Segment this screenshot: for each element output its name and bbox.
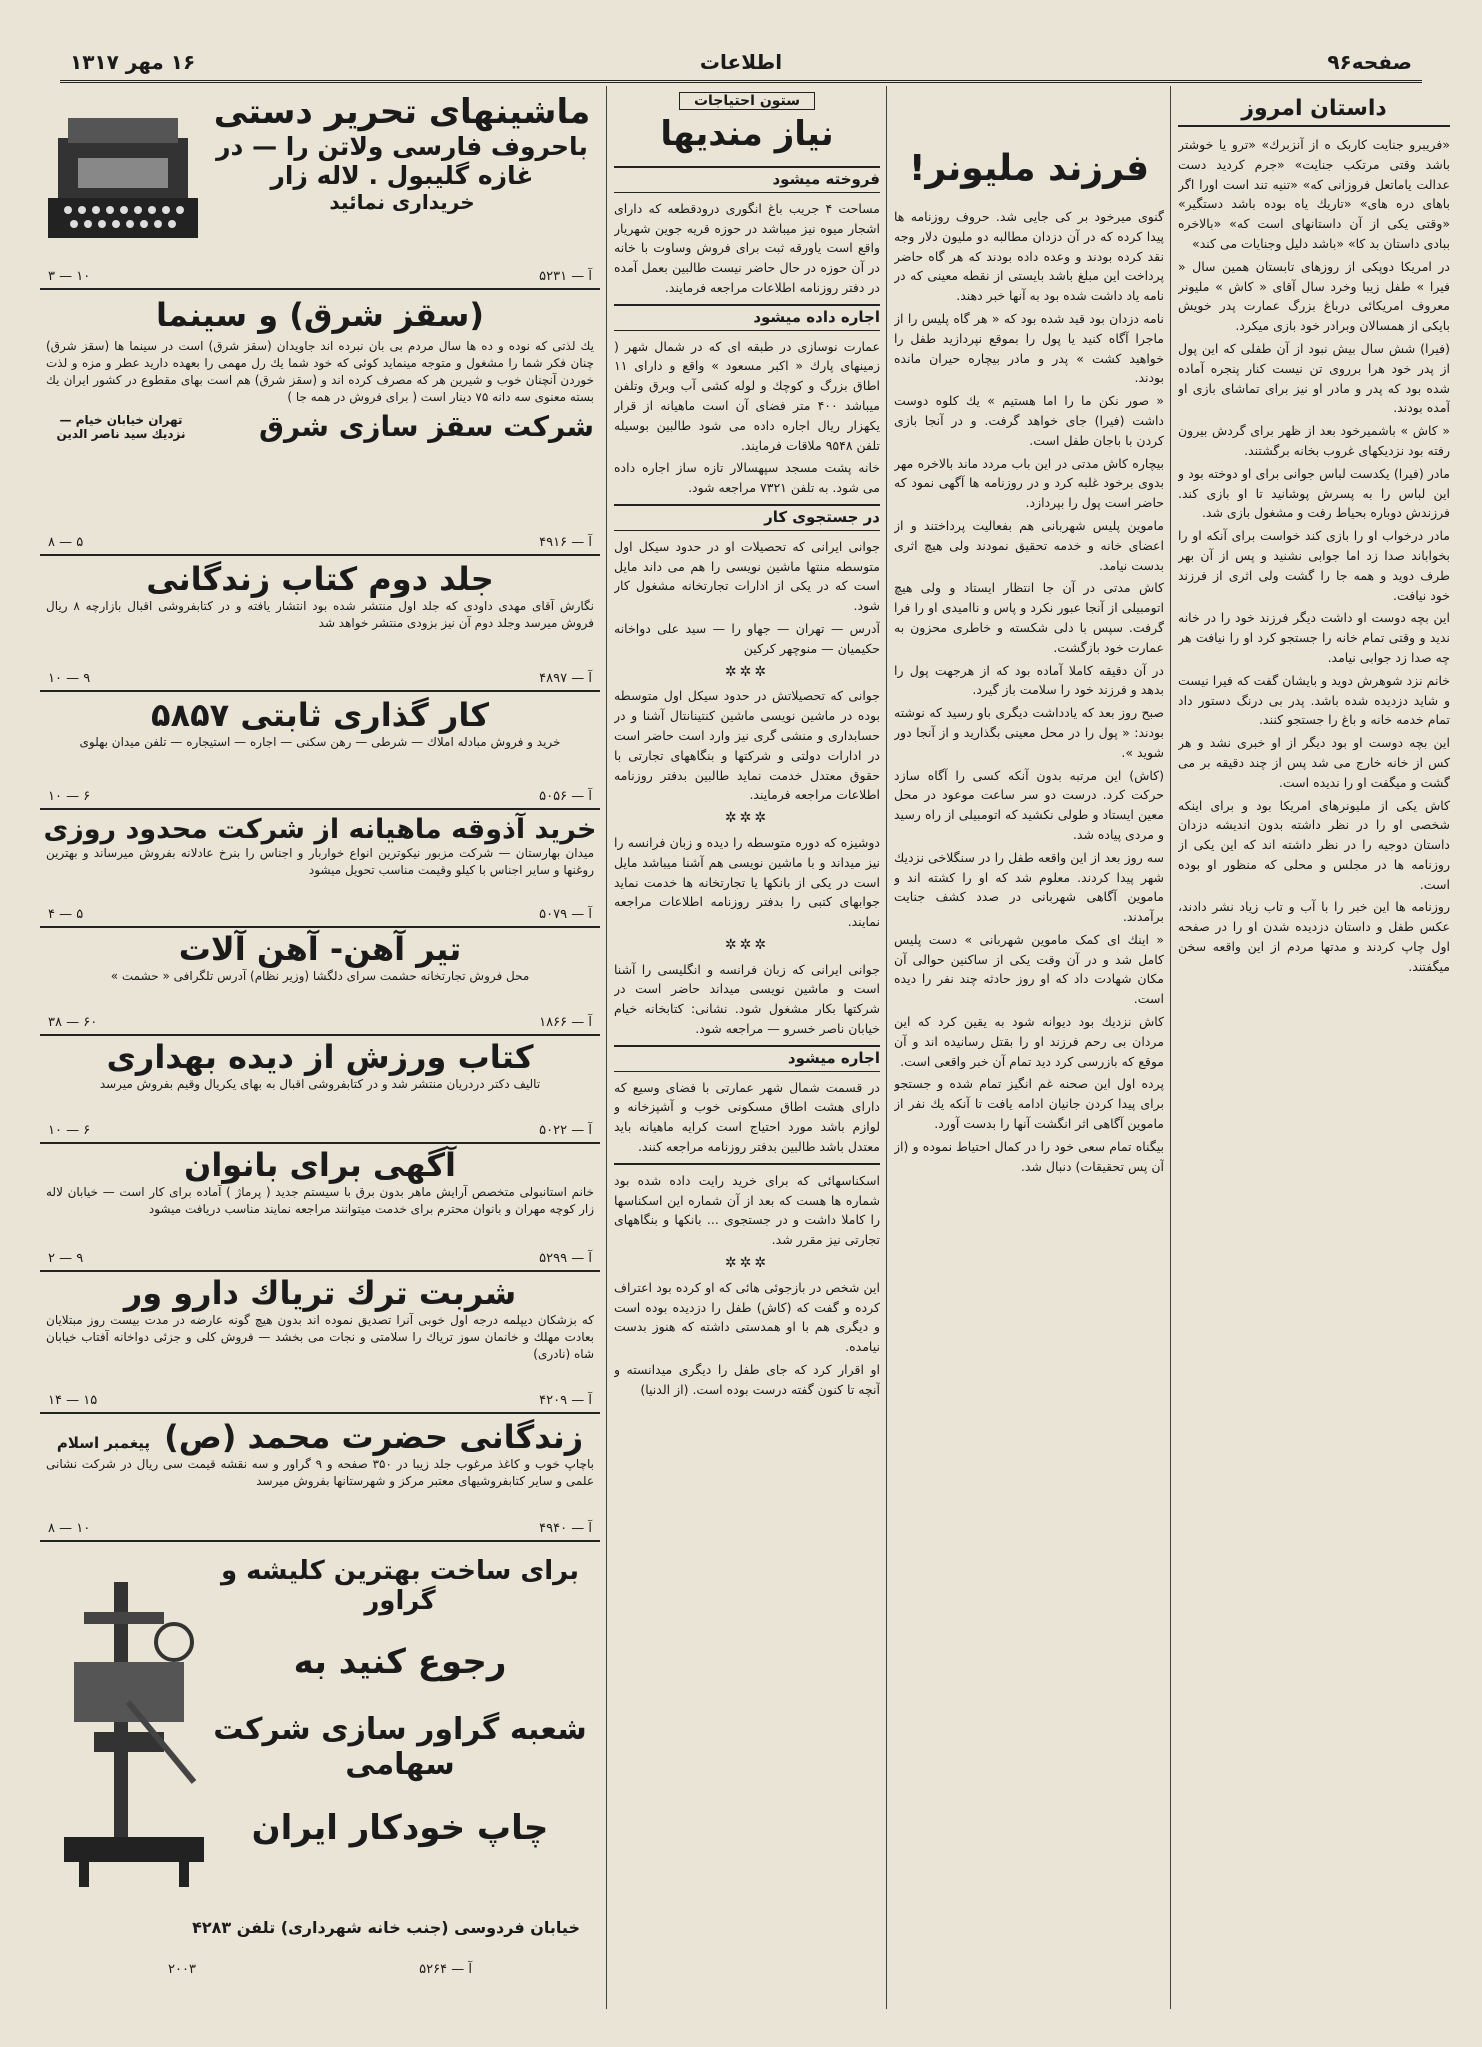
ad-line: برای ساخت بهترین کلیشه و گراور	[220, 1556, 580, 1616]
column-paragraph: ماموین پلیس شهربانی هم بفعالیت پرداختند و از اعضای خانه و خدمه تحقیق نمودند ولی هیچ اثری بدست نیامد.	[894, 517, 1164, 573]
column-paragraph: بیگناه تمام سعی خود را در کمال احتیاط نموده و (از آن پس تحقیقات) دنبال شد.	[894, 1138, 1164, 1174]
article-paragraph: اسکناسهائی که برای خرید رایت داده شده بود شماره ها هست که بعد از آن شماره این اسکناسها را کاملا داشت و در جستجوی ... بانکها و بنگاههای تجارتی نیز مقرر شد.	[614, 1172, 880, 1248]
ad-title: ماشینهای تحریر دستی	[213, 92, 591, 132]
classified-ad: عمارت نوسازی در طبقه ای که در شمال شهر ( زمینهای پارك « اکبر مسعود » واقع و دارای ۱۱ اطاق بزرگ و کوچك و لوله کشی آب وبرق وتلفن میباشد ۴۰۰ متر فضای آن است ماهیانه از قرار یکهزار ریال اجاره داده می شود طالبین بوسیله تلفن ۹۵۴۸ ملاقات فرمایند.	[614, 338, 880, 453]
classifieds-column	[614, 86, 880, 2009]
column-paragraph: « صور نکن ما را اما هستیم » یك کلوه دوست داشت (فیرا) جای خواهد گرفت. و در آنجا بازی کردن با باجان طفل است.	[894, 393, 1164, 448]
typewriter-illustration	[48, 98, 198, 258]
section-heading: اجاره داده میشود	[614, 304, 880, 331]
classified-ad: در قسمت شمال شهر عمارتی با فضای وسیع که دارای هشت اطاق مسکونی خوب و آشپزخانه و لوازم باشد مورد احتیاج است کرایه ماهیانه باید معتدل باشد طالبین بدفتر روزنامه مراجعه کنند.	[614, 1079, 880, 1155]
column-paragraph: کاش مدتی در آن جا انتظار ایستاد و ولی هیچ اتومبیلی از آنجا عبور نکرد و پاس و ناامیدی او را فرا گرفت. سپس با دلی شکسته و خاطری محزون به عمارت خود بازگشت.	[894, 580, 1164, 655]
column-paragraph: گنوی میرخود بر کی جایی شد. حروف روزنامه ها پیدا کرده که در آن دزدان مطالبه دو ملیون دلار وجه نقد کرده بودند و وعده داده بودند که هر گاه حاضر پرداخت این مبلغ باشد بایستی از نقطه معینی که در نامه یاد داشت شده بود به آنها خبر دهند.	[894, 209, 1164, 304]
story-paragraph: این بچه دوست او داشت دیگر فرزند خود را در خانه ندید و وقتی تمام خانه را جستجو کرد او را نیافت هر چه صدا زد جوابی نیامد.	[1178, 610, 1450, 665]
ad-code: ۶۰ — ۳۸	[48, 1015, 98, 1030]
classified-ad: مساحت ۴ جریب باغ انگوری درودقطعه که دارای اشجار میوه نیز میباشد در حوزه قریه جوین شهریار واقع است یاورقه ثبت برای فروش وساوت با خانه در آن حوزه در حال حاضر نیست طالبین بعمل آمده در دفتر روزنامه اطلاعات مراجعه فرمایند.	[614, 200, 880, 295]
ad-code: ۱۵ — ۱۴	[48, 1393, 98, 1408]
column-paragraph: سه روز بعد از این واقعه طفل را در سنگلاخی نزدیك شهر پیدا کردند. معلوم شد که او را کشته اند و ماموین آگاهی شهربانی در صدد کشف جنایت برآمدند.	[894, 849, 1164, 925]
story-paragraph: « کاش » باشمیرخود بعد از ظهر برای گردش بیرون رفته بود نزدیکهای غروب بخانه برگشتند.	[1178, 423, 1450, 458]
column-three-body	[894, 207, 1164, 1176]
ad-text: خرید و فروش مبادله املاك — شرطی — رهن سکنی — اجاره — استیجاره — تلفن میدان بهلوی	[79, 735, 561, 749]
story-intro	[1178, 135, 1450, 254]
iron-ad	[40, 928, 600, 1036]
story-paragraph: (فیرا) شش سال بیش نبود از آن طفلی که این پول از پدر خود هرا برروی تن نیست کنار پنجره آماده شده بود که پدر و مادر او نیز برای تماشای بازی او آمده بودند.	[1178, 340, 1450, 416]
ad-text: که بزشکان دیپلمه درجه اول خوبی آنرا تصدیق نموده اند بدون هیچ گونه عارضه در مدت بیست روز مبتلایان بعادت مهلك و خانمان سوز تریاك را سلامتی و نجات می بخشد — فروش کلی و جزئی دواخانه آفتاب خیابان شاه (نادری)	[46, 1313, 594, 1361]
ad-code: آ — ۴۸۹۷	[539, 671, 592, 686]
column-paragraph: بیچاره کاش مدتی در این باب مردد ماند بالاخره مهر بدوی برخود غلبه کرد و در روزنامه ها آگهی نمود که حاضر است پول را بپردازد.	[894, 455, 1164, 511]
story-body	[1178, 257, 1450, 977]
masthead	[60, 46, 1422, 83]
separator-stars: ✲✲✲	[724, 663, 770, 680]
ad-code: آ — ۴۹۱۶	[539, 535, 592, 550]
ad-address: تهران خیابان خیام — نزدیك سید ناصر الدین	[56, 412, 186, 441]
column-rule	[1170, 86, 1171, 2009]
story-paragraph: مادر درخواب او را بازی کند خواست برای آنکه او را بخواباند صدا زد اما جوابی نشنید و پس از آن بهر طرف دوید و همه جا را گشت ولی اثری از فرزند خود نیافت.	[1178, 528, 1450, 603]
classifieds-title: نیاز مندیها	[660, 114, 834, 154]
ad-code: آ — ۵۰۷۹	[539, 907, 592, 922]
ad-line: غازه گلیبول . لاله زار	[270, 161, 534, 190]
separator-stars: ✲✲✲	[724, 810, 770, 827]
ladies-ad	[40, 1144, 600, 1272]
column-paragraph: در آن دقیقه کاملا آماده بود که از هرجهت پول را بدهد و فرزند خود را سلامت باز گیرد.	[894, 662, 1164, 698]
ad-title: جلد دوم کتاب زندگانی	[146, 560, 494, 598]
opium-cure-ad	[40, 1272, 600, 1414]
column-paragraph: نامه دزدان بود قید شده بود که « هر گاه پلیس را از ماجرا آگاه کنید یا پول را بموقع نپردازید طفل را خواهید کشت » پدر و مادر بیچاره حیران مانده بودند.	[894, 310, 1164, 386]
ad-code: ۶ — ۱۰	[48, 1123, 91, 1138]
ad-title: کار گذاری ثابتی ۵۸۵۷	[151, 696, 489, 734]
ad-line: باحروف فارسی ولاتن را — در	[216, 132, 588, 161]
prophet-book-ad	[40, 1414, 600, 1542]
ad-text: باچاپ خوب و کاغذ مرغوب جلد زیبا در ۳۵۰ صفحه و ۹ گراور و سه نقشه قیمت سی ریال در شرکت نشانی علمی و سایر کتابفروشیهای معتبر مرکز و شهرستانها بفروش میرسد	[46, 1457, 594, 1488]
ad-subtitle: پیغمبر اسلام	[56, 1434, 151, 1452]
ad-company: شرکت سقز سازی شرق	[258, 410, 594, 443]
ad-code: ۵ — ۸	[48, 535, 84, 550]
story-paragraph: در امریکا دوپکی از روزهای تابستان همین سال « فیرا » طفل زیبا وخرد سال آقای « کاش » ملیونر معروف امریکائی درباغ بزرگ عمارت پدر خویش بایکی از همسالان وبرادر خود بازی میکرد.	[1178, 258, 1450, 334]
column-label: ستون احتیاجات	[679, 92, 815, 110]
ad-code: ۲۰۰۳	[168, 1962, 196, 1977]
separator-stars: ✲✲✲	[724, 1255, 770, 1272]
column-paragraph: « اینك ای کمک ماموین شهربانی » دست پلیس کامل شد و در آن وقت یکی از ساکنین حوالی آن مکان شهادت داد که او روز حادثه چند نفر را دیده است.	[894, 931, 1164, 1007]
ad-text: نگارش آقای مهدی داودی که جلد اول منتشر شده بود انتشار یافته و در کتابفروشی اقبال بازارچه ۸ ریال فروش میرسد وجلد دوم آن نیز بزودی منتشر خواهد شد	[46, 599, 594, 630]
ad-code: آ — ۵۰۲۲	[539, 1123, 592, 1138]
engraving-ad	[40, 1542, 600, 2008]
story-paragraph: کاش یکی از ملیونرهای امریکا بود و برای اینکه شخصی او را در نظر داشته بدون اندیشه دزدان داستان دوجیه را در نظر داشته اند که این یکی از روزنامه ها در مجلس و محلی که منظور او بوده است.	[1178, 797, 1450, 892]
ad-code: ۹ — ۱۰	[48, 671, 91, 686]
story-title: فرزند ملیونر!	[908, 148, 1150, 189]
classified-ad: دوشیزه که دوره متوسطه را دیده و زبان فرانسه را نیز میداند و با ماشین نویسی هم آشنا میباشد مایل است در یکی از بانکها یا تجارتخانه ها خدمت نماید جوابهای کتبی را بدفتر روزنامه اطلاعات مراجعه نمایند.	[614, 834, 880, 930]
ad-text: محل فروش تجارتخانه حشمت سرای دلگشا (وزیر نظام) آدرس تلگرافی « حشمت »	[110, 969, 530, 983]
ad-code: آ — ۱۸۶۶	[539, 1015, 592, 1030]
typewriter-ad	[40, 86, 600, 290]
classified-ad: جوانی که تحصیلاتش در حدود سیکل اول متوسطه بوده در ماشین نویسی ماشین کنتینانتال آشنا و در حسابداری و منشی گری نیز وارد است حاضر است در ادارات دولتی و شرکتها و بنگاههای تجارتی با حقوق معتدل خدمت نماید طالبین بدفتر روزنامه اطلاعات مراجعه فرمایند.	[614, 688, 880, 803]
ad-address: خیابان فردوسی (جنب خانه شهرداری) تلفن ۴۲۸۳	[192, 1918, 580, 1937]
article-paragraph: او اقرار کرد که جای طفل را دیگری میدانسته و آنچه تا کنون گفته درست بوده است. (از الدنیا)	[614, 1362, 880, 1397]
ad-line: رجوع کنید به	[293, 1642, 507, 1682]
ad-title: زندگانی حضرت محمد (ص)	[164, 1418, 584, 1456]
ad-code: آ — ۴۲۰۹	[539, 1393, 592, 1408]
article-paragraph: این شخص در بازجوئی هائی که او کرده بود اعتراف کرده و گفت که (کاش) طفل را دزدیده بوده است و دیگری هم با او همدستی داشته که هنوز بدست نیامده.	[614, 1279, 880, 1355]
section-heading: اجاره میشود	[614, 1045, 880, 1072]
ad-code: آ — ۴۹۴۰	[539, 1521, 592, 1536]
classified-ad: جوانی ایرانی که تحصیلات او در حدود سیکل اول متوسطه منتها ماشین نویسی را هم می داند مایل است که در یکی از ادارات تجارتخانه مشغول کار شود.	[614, 538, 880, 614]
section-heading: در جستجوی کار	[614, 504, 880, 531]
column-paragraph: (کاش) این مرتبه بدون آنکه کسی را آگاه سازد حرکت کرد. درست دو سر ساعت موعود در محل معین ایستاد و طولی نکشید که اتومبیلی از راه رسید و مردی پیاده شد.	[894, 767, 1164, 842]
gum-ad	[40, 290, 600, 556]
page-number: صفحه۹۶	[1327, 50, 1412, 74]
story-paragraph: خانم نزد شوهرش دوید و بایشان گفت که فیرا نیست و شاید دزدیده شده باشد. پدر بی درنگ دستور داد تمام خدمه خانه و باغ را جستجو کنند.	[1178, 672, 1450, 728]
story-column	[1178, 86, 1450, 2009]
ad-code: آ — ۵۲۶۴	[419, 1962, 472, 1977]
ad-code: ۱۰ — ۳	[48, 269, 91, 284]
story-paragraph: مادر (فیرا) یکدست لباس جوانی برای او دوخته بود و این لباس را به پسرش پوشانید تا او بازی کند. فرزندش دوباره بحیاط رفت و مشغول بازی شد.	[1178, 465, 1450, 521]
food-ad	[40, 810, 600, 928]
ad-code: ۱۰ — ۸	[48, 1521, 91, 1536]
ad-text: تالیف دکتر دردریان منتشر شد و در کتابفروشی اقبال به بهای یکریال وقیم بفروش میرسد	[99, 1077, 541, 1091]
classified-ad: آدرس — تهران — جهاو را — سید علی دواخانه حکیمیان — منوچهر کرکین	[614, 620, 880, 656]
column-paragraph: کاش نزدیك بود دیوانه شود به یقین کرد که این مردان بی رحم فرزند او را بقتل رسانیده اند و آن موقع که بازرسی کرد دید تمام آن خبر واقعی است.	[894, 1014, 1164, 1069]
ad-code: ۶ — ۱۰	[48, 789, 91, 804]
classified-ad: جوانی ایرانی که زبان فرانسه و انگلیسی را آشنا است و ماشین نویسی میداند حاضر است در شرکتها بکار مشغول شود. نشانی: کتابخانه خیام خیابان ناصر خسرو — مراجعه شود.	[614, 961, 880, 1037]
printing-press-illustration	[54, 1582, 214, 1892]
ad-title: (سقز شرق) و سینما	[155, 296, 484, 334]
column-rule	[886, 86, 887, 2009]
ad-line: شعبه گراور سازی شرکت سهامی	[213, 1712, 587, 1782]
story-intro-text: «فریبرو جنایت کاربک ه از آنزبرك» «ترو یا خوشتر باشد وقتی مرتکب جنایت» «جرم کردید دست عدالت یاماتعل فروزانی که» «تنیه تند است اورا اگر باهای دره های» «تاریك یاه بوده باشد دستگیر» «وقتی یکی از آن داستانهای است که» «بالاخره ببادی داستان بد کا» «باشد دلیل وجنایات می کند»	[1178, 137, 1450, 251]
ad-line: چاپ خودکار ایران	[251, 1808, 549, 1848]
ad-text: میدان بهارستان — شرکت مزبور نیکوترین انواع خواربار و اجناس را بنرخ عادلانه بفروش میرساند و بهترین روغنها و سایر اجناس با کیلو وقیمت مناسب تحویل میشود	[46, 846, 594, 877]
ad-title: تیر آهن- آهن آلات	[178, 930, 462, 968]
agency-ad	[40, 692, 600, 810]
sport-book-ad	[40, 1036, 600, 1144]
column-paragraph: پرده اول این صحنه غم انگیز تمام شده و جستجو برای پیدا کردن جانیان ادامه یافت تا آنکه یك نفر از ماموین آگاهی اثر انگشت آنها را بدست آورد.	[894, 1076, 1164, 1132]
issue-date: ۱۶ مهر ۱۳۱۷	[70, 50, 196, 74]
newspaper-name: اطلاعات	[699, 50, 783, 74]
ad-title: کتاب ورزش از دیده بهداری	[106, 1038, 534, 1076]
ad-text: خانم استانبولی متخصص آرایش ماهر بدون برق با سیستم جدید ( پرماژ ) آماده برای کار است — خیابان لاله زار کوچه مهران و بانوان محترم برای خدمت میتوانند مراجعه نمایند مناسب دریافت میشود	[46, 1185, 594, 1216]
section-heading: فروخته میشود	[614, 166, 880, 193]
ad-code: آ — ۵۲۹۹	[539, 1251, 592, 1266]
ad-code: ۵ — ۴	[48, 907, 84, 922]
classifieds-body	[614, 166, 880, 1400]
story-continuation-column	[894, 86, 1164, 2009]
ad-line: خریداری نمائید	[329, 190, 475, 214]
ad-title: شربت ترك تریاك دارو ور	[123, 1274, 517, 1312]
column-rule	[606, 86, 607, 2009]
ad-code: آ — ۵۲۳۱	[539, 269, 592, 284]
separator-stars: ✲✲✲	[724, 936, 770, 953]
ad-text: یك لذتی که نوده و ده ها سال مردم بی بان نبرده اند جاویدان (سقز شرق) است در سینما ها (سقز شرق) چنان فکر شما را مشغول و متوجه مینماید کوئی که خود شما یك رل مهمی را بعهده دارید عطر و مزه و لذت خوردن آنچنان خوب و شیرین هر که مصرف کرده اند و (سقز شرق) هم است بهای مقطوع در کشور ایران یك بسته معنوی سه دانه ۷۵ دینار است ( برای فروش در همه جا )	[46, 339, 594, 404]
classified-ad: خانه پشت مسجد سپهسالار تازه ساز اجاره داده می شود. به تلفن ۷۳۲۱ مراجعه شود.	[614, 460, 880, 496]
story-paragraph: این بچه دوست او بود دیگر از او خبری نشد و هر کس از خانه خارج می شد پس از چند دقیقه بر می گشت و میگفت او را ندیده است.	[1178, 735, 1450, 790]
book-ad	[40, 556, 600, 692]
ad-code: آ — ۵۰۵۶	[539, 789, 592, 804]
column-paragraph: صبح روز بعد که یادداشت دیگری باو رسید که نوشته بودند: « پول را در محل معینی بگذارید و از آنجا دور شوید ».	[894, 705, 1164, 760]
ad-title: خرید آذوقه ماهیانه از شرکت محدود روزی	[43, 814, 597, 845]
ad-code: ۹ — ۲	[48, 1251, 84, 1266]
story-paragraph: روزنامه ها این خبر را با آب و تاب زیاد نشر دادند، عکس طفل و داستان دزدیده شدن او را در صفحه اول چاپ کردند و مدتها مردم از این واقعه سخن میگفتند.	[1178, 899, 1450, 974]
section-title: داستان امروز	[1178, 86, 1450, 127]
ad-title: آگهی برای بانوان	[184, 1146, 456, 1184]
